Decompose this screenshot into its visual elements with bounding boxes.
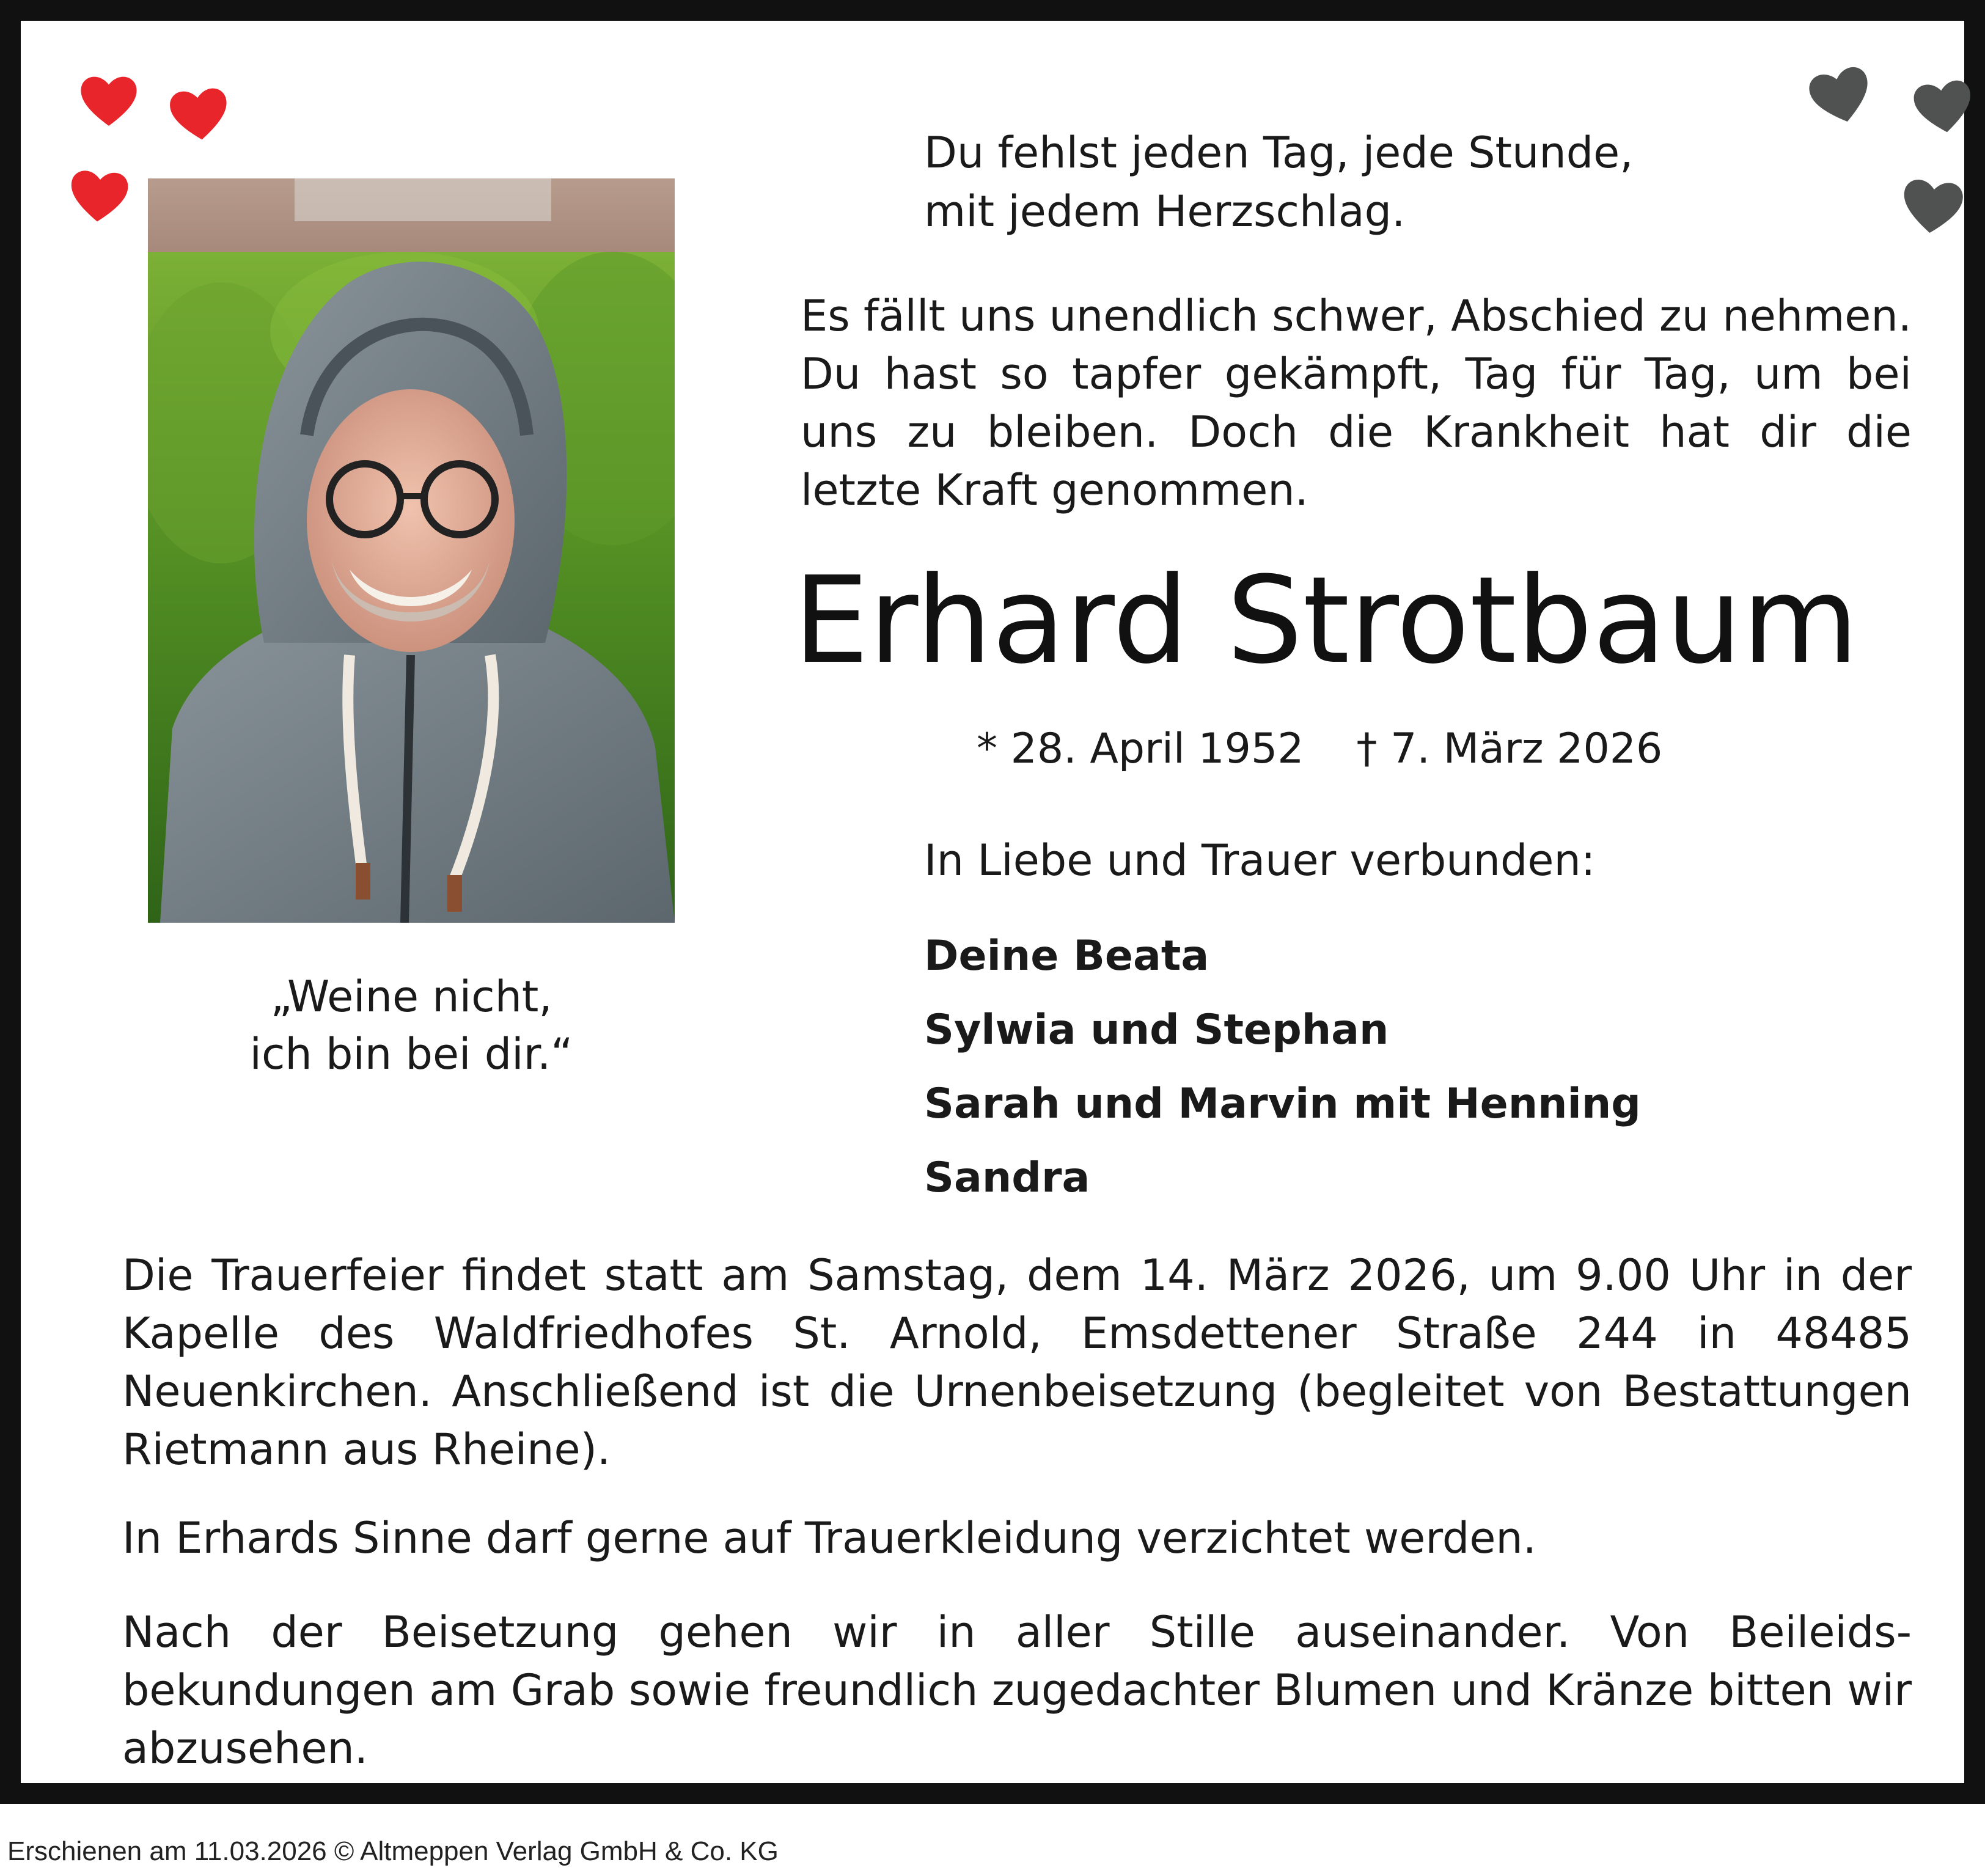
intro-paragraph: Es fällt uns unendlich schwer, Abschied zu nehmen. Du hast so tapfer gekämpft, Tag für Tag, um bei uns zu bleiben. Doch die Krankheit hat dir die letzte Kraft genommen. [801,291,1912,515]
red-heart-icon [167,84,231,143]
mourner-name: Deine Beata [924,932,1209,980]
mourner-name: Sylwia und Stephan [924,1006,1389,1054]
portrait-photo [148,178,675,923]
condolences-paragraph: Nach der Beisetzung gehen wir in aller Stille auseinander. Von Beileids-bekundungen am Grab sowie freundlich zugedachter Blumen und Kränze bitten wir abzusehen. [122,1607,1912,1773]
publication-footer: Erschienen am 11.03.2026 © Altmeppen Verlag GmbH & Co. KG [7,1836,779,1866]
red-heart-icon [77,72,141,128]
deceased-name: Erhard Strotbaum [793,551,1859,691]
top-quote [924,123,1841,241]
gray-heart-icon [1899,175,1965,237]
mourner-name: Sandra [924,1154,1090,1202]
red-heart-icon [67,165,131,226]
mourning-line: In Liebe und Trauer verbunden: [924,835,1596,885]
photo-quote-line: ich bin bei dir.“ [249,1029,573,1079]
top-quote-line: Du fehlst jeden Tag, jede Stunde, [924,128,1634,178]
birth-date: * 28. April 1952 [977,725,1304,773]
dress-code-paragraph: In Erhards Sinne darf gerne auf Trauerkleidung verzichtet werden. [122,1513,1537,1563]
top-quote-line: mit jedem Herzschlag. [924,186,1406,236]
mourners-list [924,919,1902,1215]
photo-quote-line: „Weine nicht, [270,972,552,1022]
mourner-name: Sarah und Marvin mit Henning [924,1080,1641,1128]
death-date: † 7. März 2026 [1356,725,1663,773]
gray-heart-icon [1808,65,1874,126]
photo-quote [148,968,675,1083]
gray-heart-icon [1912,76,1975,137]
life-dates [977,720,1771,779]
funeral-details-paragraph: Die Trauerfeier findet statt am Samstag, dem 14. März 2026, um 9.00 Uhr in der Kapelle des Waldfriedhofes St. Arnold, Emsdettener Straße 244 in 48485 Neuenkirchen. Anschließend ist die Urnenbeisetzung (begleitet von Bestattungen Rietmann aus Rheine). [122,1250,1912,1475]
